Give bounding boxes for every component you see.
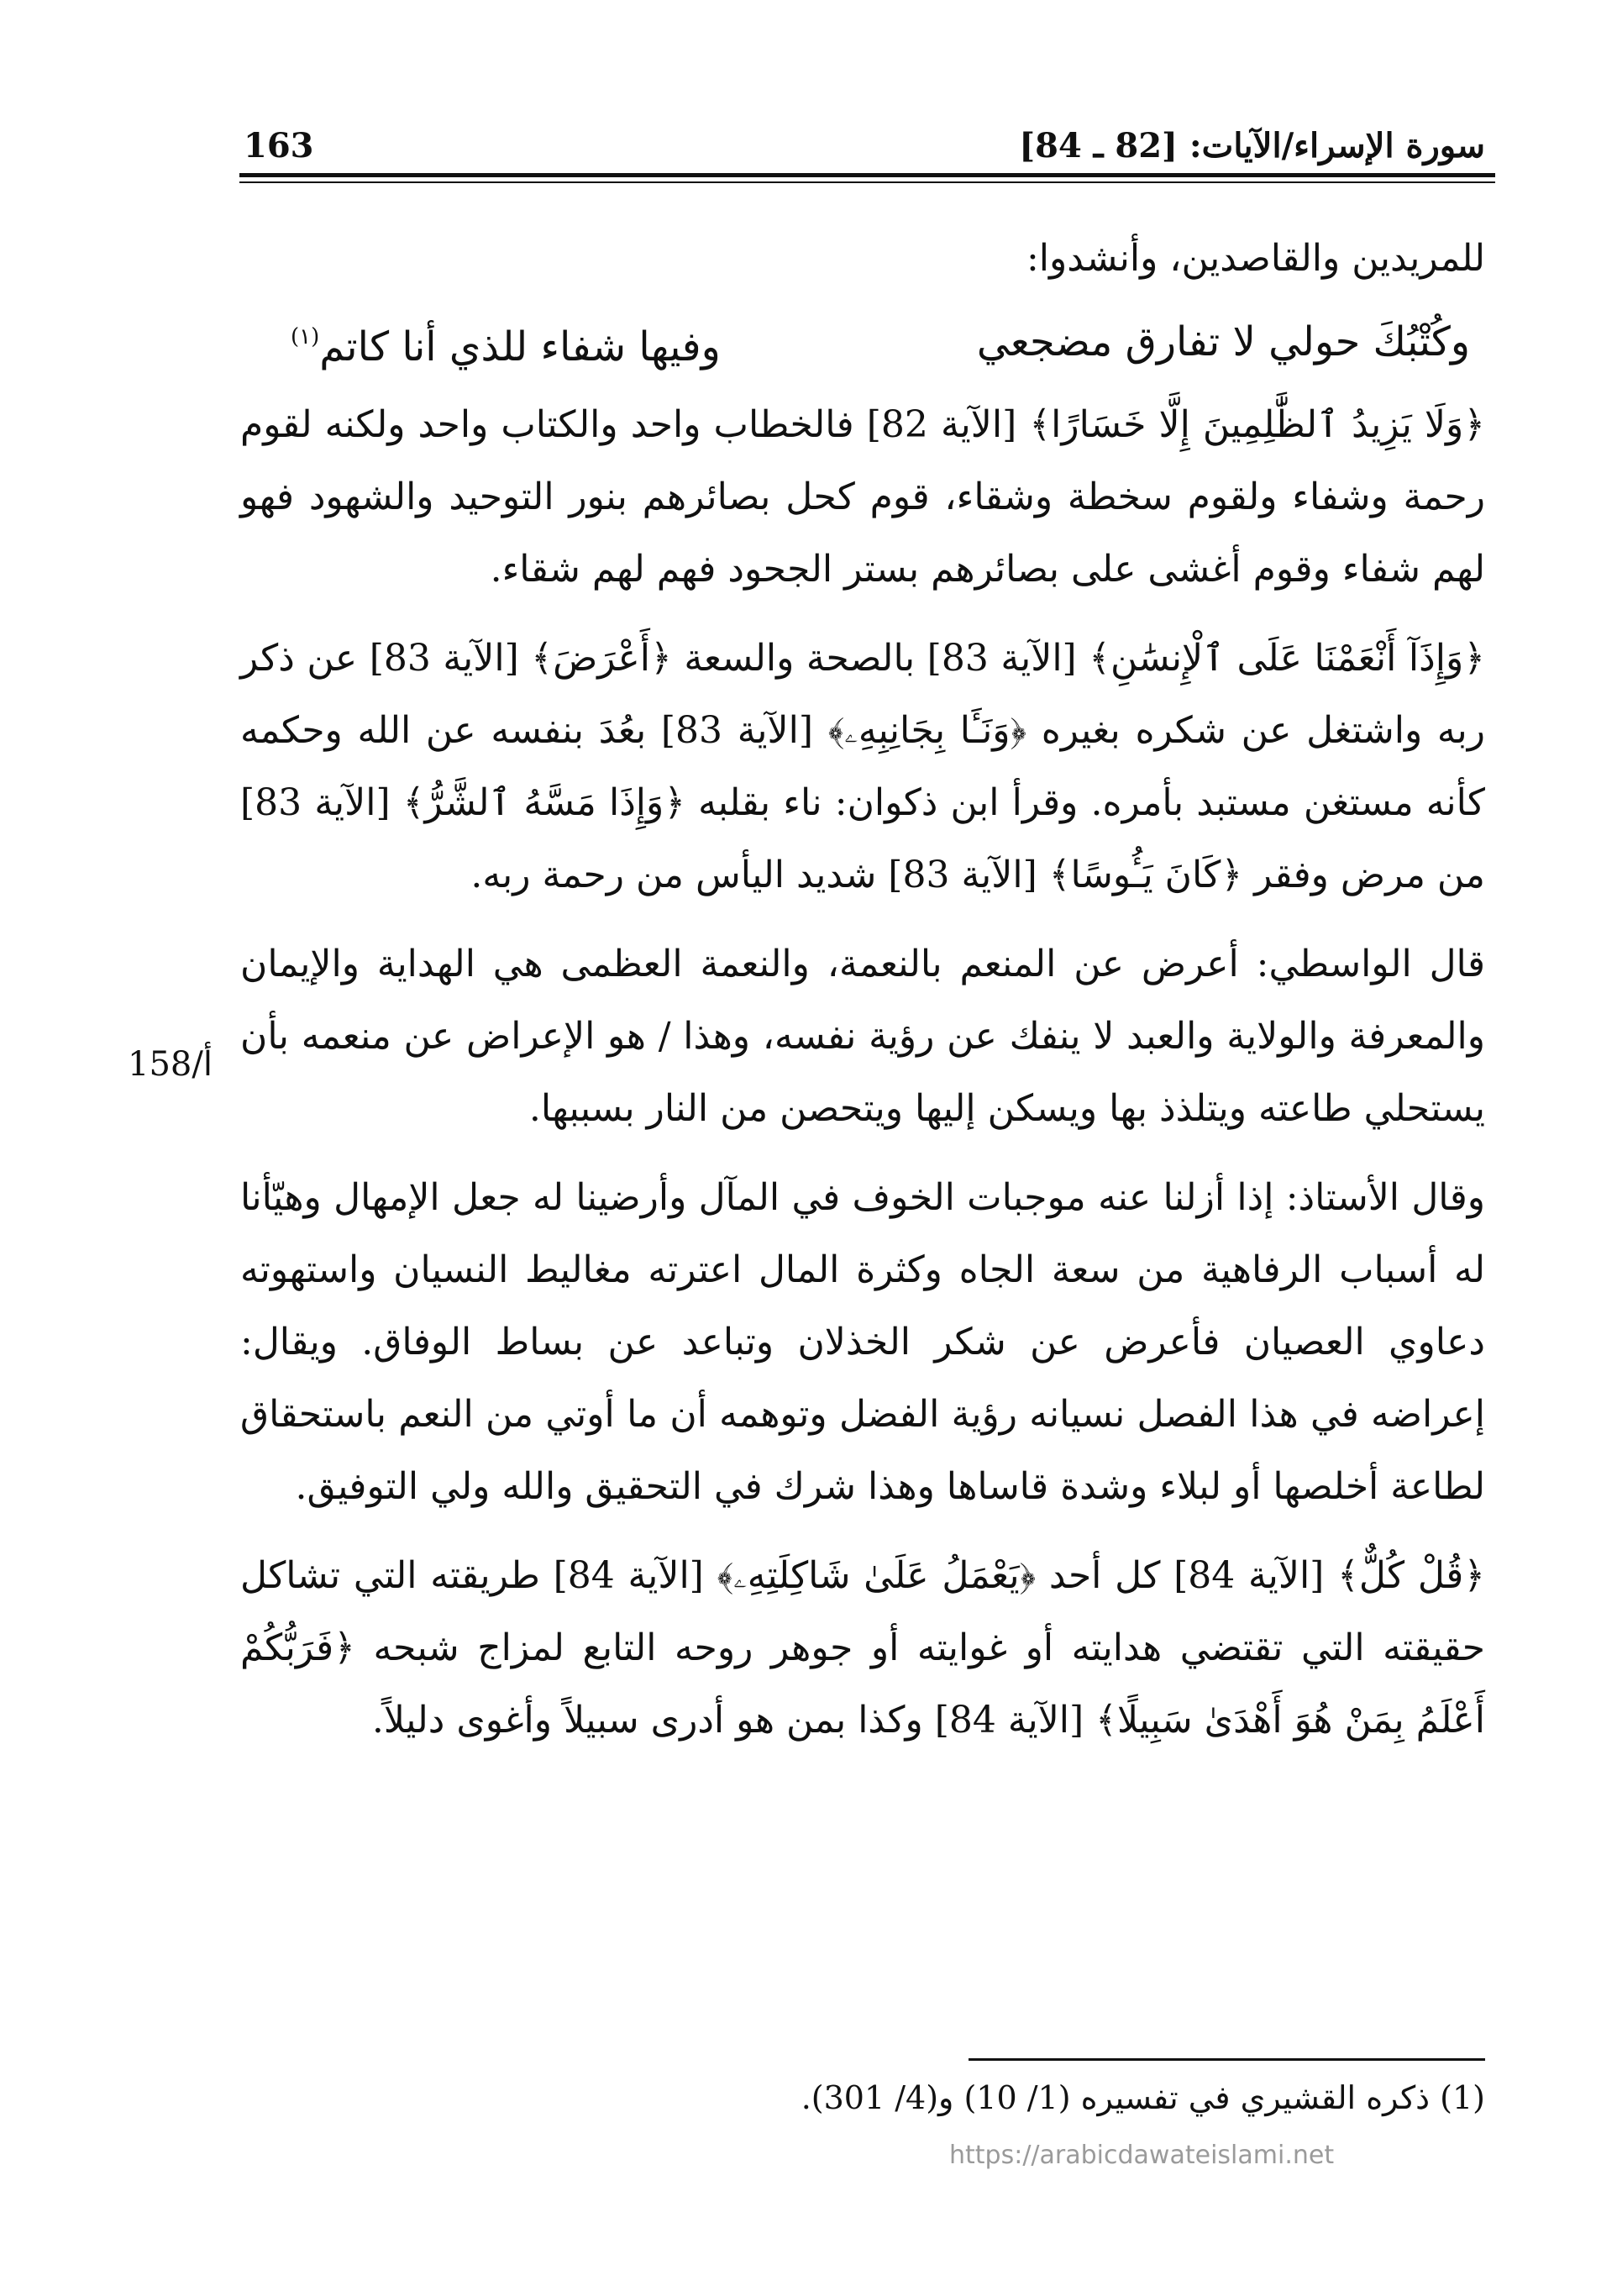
watermark-url: https://arabicdawateislami.net [949, 2141, 1335, 2170]
paragraph-ayah-83: ﴿وَإِذَآ أَنْعَمْنَا عَلَى ٱلْإِنسَٰنِ﴾ [الآية 83] بالصحة والسعة ﴿أَعْرَضَ﴾ [الآية 83] عن ذكر ربه واشتغل عن شكره بغيره ﴿وَنَـَٔا بِجَانِبِهِۦ﴾ [الآية 83] بعُدَ بنفسه عن الله وحكمه كأنه مستغن مستبد بأمره. وقرأ ابن ذكوان: ناء بقلبه ﴿وَإِذَا مَسَّهُ ٱلشَّرُّ﴾ [الآية 83] من مرض وفقر ﴿كَانَ يَـُٔوسًا﴾ [الآية 83] شديد اليأس من رحمة ربه. [240, 637, 1485, 896]
paragraph-ustadh: وقال الأستاذ: إذا أزلنا عنه موجبات الخوف في المآل وأرضينا له جعل الإمهال وهيّأنا له أسباب الرفاهية من سعة الجاه وكثرة المال اعترته مغاليط النسيان واستهوته دعاوي العصيان فأعرض عن شكر الخذلان وتباعد عن بساط الوفاق. ويقال: إعراضه في هذا الفصل نسيانه رؤية الفضل وتوهمه أن ما أوتي من النعم باستحقاق لطاعة أخلصها أو لبلاء وشدة قاساها وهذا شرك في التحقيق والله ولي التوفيق. [240, 1176, 1485, 1508]
page-number: 163 [244, 126, 314, 166]
verse-left-text: وفيها شفاء للذي أنا كاتم [319, 323, 721, 370]
footnote-separator [969, 2058, 1485, 2061]
paragraph-wasiti: قال الواسطي: أعرض عن المنعم بالنعمة، والنعمة العظمى هي الهداية والإيمان والمعرفة والولاية والعبد لا ينفك عن رؤية نفسه، وهذا / هو الإعراض عن منعمه بأن يستحلي طاعته ويتلذذ بها ويسكن إليها ويتحصن من النار بسببها. [240, 943, 1485, 1130]
paragraph-ayah-82: ﴿وَلَا يَزِيدُ ٱلظَّٰلِمِينَ إِلَّا خَسَارًا﴾ [الآية 82] فالخطاب واحد والكتاب واحد ولكنه لقوم رحمة وشفاء ولقوم سخطة وشقاء، قوم كحل بصائرهم بنور التوحيد والشهود فهو لهم شفاء وقوم أغشى على بصائرهم بستر الجحود فهم لهم شقاء. [240, 403, 1485, 591]
manuscript-folio-note: 158/أ [128, 1045, 213, 1084]
verse-right-hemistich: وكُتْبُكَ حولي لا تفارق مضجعي [976, 318, 1470, 365]
footnote-marker: (١) [291, 324, 320, 349]
running-header-title: سورة الإسراء/الآيات: [82 ـ 84] [1019, 126, 1485, 166]
main-text [240, 223, 1485, 1757]
header-rule-thick [239, 173, 1495, 177]
header-rule-thin [239, 181, 1495, 183]
verse-left-hemistich [291, 301, 721, 383]
footnote: (1) ذكره القشيري في تفسيره (1/ 10) و(4/ 301). [801, 2079, 1485, 2116]
paragraph-intro: للمريدين والقاصدين، وأنشدوا: [1026, 237, 1485, 280]
paragraph-ayah-84: ﴿قُلْ كُلٌّ﴾ [الآية 84] كل أحد ﴿يَعْمَلُ عَلَىٰ شَاكِلَتِهِۦ﴾ [الآية 84] طريقته التي تشاكل حقيقته التي تقتضي هدايته أو غوايته أو جوهر روحه التابع لمزاج شبحه ﴿فَرَبُّكُمْ أَعْلَمُ بِمَنْ هُوَ أَهْدَىٰ سَبِيلًا﴾ [الآية 84] وكذا بمن هو أدرى سبيلاً وأغوى دليلاً. [240, 1554, 1486, 1742]
poetry-verse [240, 295, 1485, 389]
